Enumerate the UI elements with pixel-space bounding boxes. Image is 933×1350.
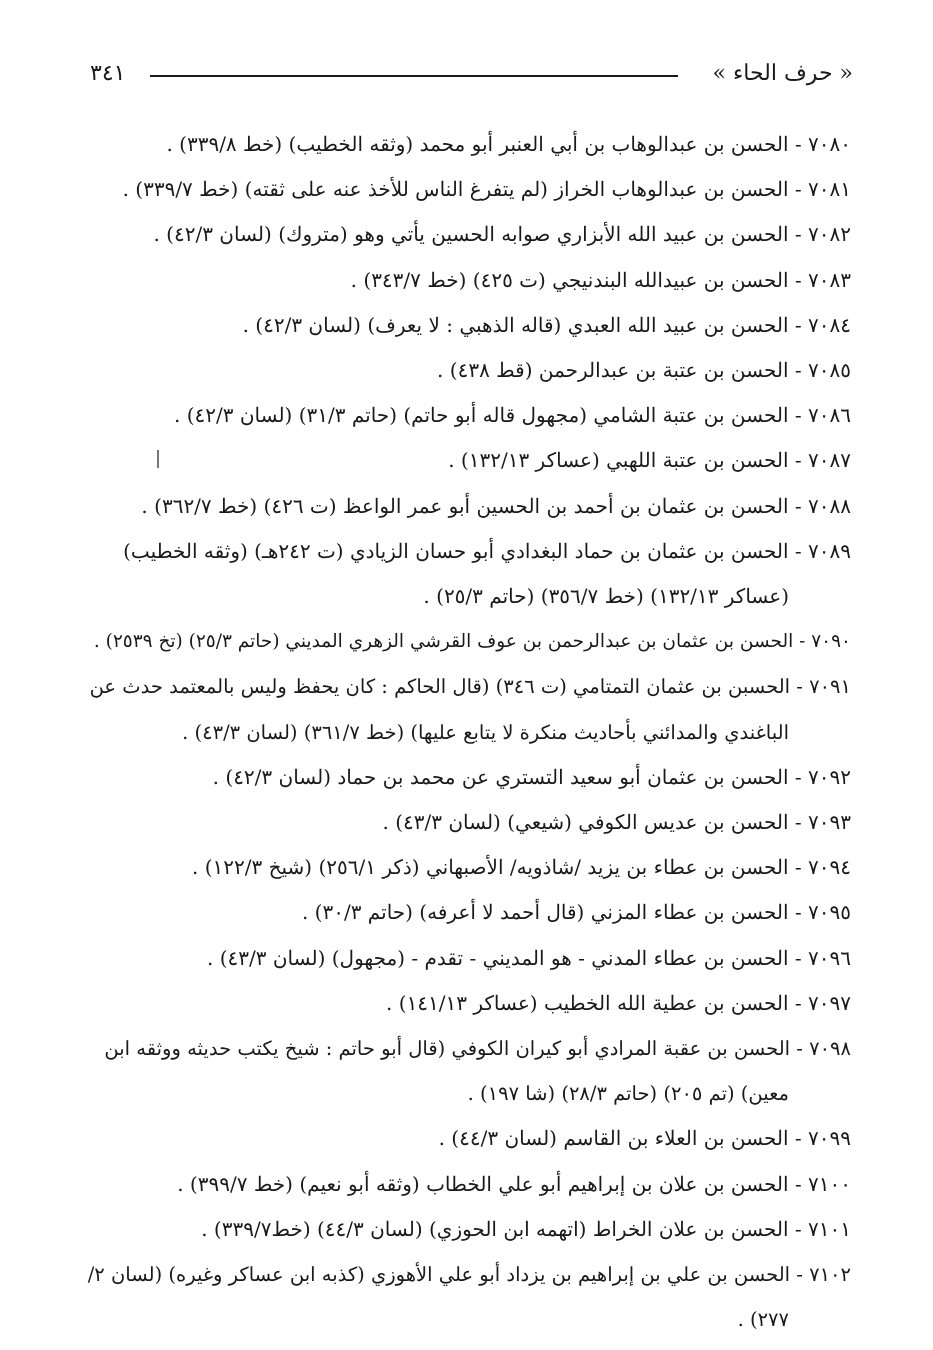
entry-number: ٧٠٨٧: [808, 448, 851, 473]
entry-number: ٧٠٨٢: [808, 222, 851, 247]
entry-number: ٧٠٩٤: [808, 855, 851, 880]
entry: ٧١٠٢ - الحسن بن علي بن إبراهيم بن يزداد أبو علي الأهوزي (كذبه ابن عساكر وغيره) (لسان ٢/ ٢٧٧) .: [88, 1252, 851, 1342]
entry: ٧٠٩٢ - الحسن بن عثمان أبو سعيد التستري عن محمد بن حماد (لسان ٤٢/٣) .: [88, 755, 851, 800]
entry-text: الحسن بن عبيد الله الأبزاري صوابه الحسين يأتي وهو (متروك) (لسان ٤٢/٣) .: [153, 222, 789, 247]
entry: ٧٠٨٧ - الحسن بن عتبة اللهبي (عساكر ١٣٢/١٣) .: [88, 438, 851, 483]
entry-text: الحسن بن عتبة اللهبي (عساكر ١٣٢/١٣) .: [448, 448, 789, 473]
entry-text: الحسن بن عبيد الله العبدي (قاله الذهبي : لا يعرف) (لسان ٤٢/٣) .: [242, 312, 789, 337]
entry: ٧٠٨٤ - الحسن بن عبيد الله العبدي (قاله الذهبي : لا يعرف) (لسان ٤٢/٣) .: [88, 303, 851, 348]
entry-number: ٧٠٨٠: [808, 132, 851, 156]
entry: ٧٠٨٢ - الحسن بن عبيد الله الأبزاري صوابه الحسين يأتي وهو (متروك) (لسان ٤٢/٣) .: [88, 212, 851, 257]
entry-number: ٧٠٨٨: [808, 493, 851, 518]
entry-number: ٧٠٩٨: [809, 1037, 851, 1061]
entry: ٧٠٩٩ - الحسن بن العلاء بن القاسم (لسان ٤٤/٣) .: [88, 1116, 851, 1161]
entry-number: ٧١٠٠: [808, 1171, 851, 1196]
page-number: ٣٤١: [90, 61, 126, 86]
entry-text: الحسن بن عثمان أبو سعيد التستري عن محمد بن حماد (لسان ٤٢/٣) .: [212, 764, 789, 789]
entry-number: ٧٠٩٣: [808, 810, 851, 835]
entry: ٧٠٨٣ - الحسن بن عبيدالله البندنيجي (ت ٤٢٥) (خط ٣٤٣/٧) .: [88, 258, 851, 303]
entry-number: ٧١٠١: [808, 1216, 851, 1241]
entry-text: الحسن بن عتبة الشامي (مجهول قاله أبو حاتم) (حاتم ٣١/٣) (لسان ٤٢/٣) .: [173, 403, 789, 428]
entry: ٧١٠١ - الحسن بن علان الخراط (اتهمه ابن الحوزي) (لسان ٤٤/٣) (خط٣٣٩/٧) .: [88, 1207, 851, 1252]
entry-number: ٧٠٩٥: [808, 900, 851, 925]
entry-text: الحسن بن عثمان بن أحمد بن الحسين أبو عمر الواعظ (ت ٤٢٦) (خط ٣٦٢/٧) .: [141, 493, 789, 518]
entry: ٧٠٨٨ - الحسن بن عثمان بن أحمد بن الحسين أبو عمر الواعظ (ت ٤٢٦) (خط ٣٦٢/٧) .: [88, 484, 851, 529]
entry: ٧١٠٠ - الحسن بن علان بن إبراهيم أبو علي الخطاب (وثقه أبو نعيم) (خط ٣٩٩/٧) .: [88, 1162, 851, 1207]
entry-number: ٧٠٩٠: [811, 631, 851, 653]
entry: ٧٠٨٠ - الحسن بن عبدالوهاب بن أبي العنبر أبو محمد (وثقه الخطيب) (خط ٣٣٩/٨) .: [88, 122, 851, 167]
entry: ٧٠٨٩ - الحسن بن عثمان بن حماد البغدادي أبو حسان الزيادي (ت ٢٤٢هـ) (وثقه الخطيب) (عساكر ١٣٢/١٣) (خط ٣٥٦/٧) (حاتم ٢٥/٣) .: [88, 529, 851, 619]
entry-number: ٧٠٩٩: [808, 1126, 851, 1151]
entry: ٧٠٩٠ - الحسن بن عثمان بن عبدالرحمن بن عوف القرشي الزهري المديني (حاتم ٢٥/٣) (تخ ٢٥٣٩) .: [88, 619, 851, 664]
entry-list: [88, 122, 851, 1342]
entry-text: الحسن بن عثمان بن حماد البغدادي أبو حسان الزيادي (ت ٢٤٢هـ) (وثقه الخطيب): [123, 538, 789, 563]
entry: ٧٠٩٧ - الحسن بن عطية الله الخطيب (عساكر ١٤١/١٣) .: [88, 981, 851, 1026]
entry-text: الحسن بن علي بن إبراهيم بن يزداد أبو علي الأهوزي (كذبه ابن عساكر وغيره) (لسان ٢/: [87, 1263, 791, 1287]
entry: ٧٠٩٦ - الحسن بن عطاء المدني - هو المديني - تقدم - (مجهول) (لسان ٤٣/٣) .: [88, 936, 851, 981]
entry-continuation: معين) (تم ٢٠٥) (حاتم ٢٨/٣) (شا ١٩٧) .: [467, 1082, 789, 1106]
entry-text: الحسن بن عبيدالله البندنيجي (ت ٤٢٥) (خط ٣٤٣/٧) .: [350, 267, 789, 292]
entry-text: الحسبن بن عثمان التمتامي (ت ٣٤٦) (قال الحاكم : كان يحفظ وليس بالمعتمد حدث عن: [89, 675, 791, 699]
entry-number: ٧١٠٢: [809, 1263, 851, 1287]
entry-text: الحسن بن عقبة المرادي أبو كيران الكوفي (قال أبو حاتم : شيخ يكتب حديثه ووثقه ابن: [104, 1037, 791, 1061]
entry-text: الحسن بن علان بن إبراهيم أبو علي الخطاب (وثقه أبو نعيم) (خط ٣٩٩/٧) .: [177, 1171, 789, 1196]
entry-text: الحسن بن عطاء المدني - هو المديني - تقدم - (مجهول) (لسان ٤٣/٣) .: [207, 945, 789, 970]
entry-number: ٧٠٨٣: [808, 267, 851, 292]
entry-text: الحسن بن عتبة بن عبدالرحمن (قط ٤٣٨) .: [437, 358, 789, 383]
entry-continuation: (عساكر ١٣٢/١٣) (خط ٣٥٦/٧) (حاتم ٢٥/٣) .: [423, 584, 789, 609]
entry-text: الحسن بن عبدالوهاب الخراز (لم يتفرغ الناس للأخذ عنه على ثقته) (خط ٣٣٩/٧) .: [122, 177, 789, 202]
entry: ٧٠٨٥ - الحسن بن عتبة بن عبدالرحمن (قط ٤٣٨) .: [88, 348, 851, 393]
entry-continuation: ٢٧٧) .: [737, 1308, 789, 1332]
entry: ٧٠٩١ - الحسبن بن عثمان التمتامي (ت ٣٤٦) (قال الحاكم : كان يحفظ وليس بالمعتمد حدث عن الباغندي والمدائني بأحاديث منكرة لا يتابع عليها) (خط ٣٦١/٧) (لسان ٤٣/٣) .: [88, 664, 851, 754]
entry-number: ٧٠٨٤: [808, 312, 851, 337]
entry-number: ٧٠٨١: [808, 177, 851, 202]
entry-number: ٧٠٩٢: [808, 764, 851, 789]
entry-number: ٧٠٩٧: [808, 990, 851, 1015]
running-header: [90, 56, 853, 92]
entry-continuation: الباغندي والمدائني بأحاديث منكرة لا يتابع عليها) (خط ٣٦١/٧) (لسان ٤٣/٣) .: [182, 720, 789, 744]
entry: ٧٠٩٣ - الحسن بن عديس الكوفي (شيعي) (لسان ٤٣/٣) .: [88, 800, 851, 845]
scan-artifact: [157, 450, 159, 468]
entry-text: الحسن بن عطاء المزني (قال أحمد لا أعرفه) (حاتم ٣٠/٣) .: [301, 900, 789, 925]
entry: ٧٠٨١ - الحسن بن عبدالوهاب الخراز (لم يتفرغ الناس للأخذ عنه على ثقته) (خط ٣٣٩/٧) .: [88, 167, 851, 212]
header-rule: [150, 75, 678, 77]
entry-text: الحسن بن عديس الكوفي (شيعي) (لسان ٤٣/٣) .: [382, 810, 789, 835]
entry-text: الحسن بن علان الخراط (اتهمه ابن الحوزي) (لسان ٤٤/٣) (خط٣٣٩/٧) .: [201, 1216, 789, 1241]
entry-text: الحسن بن عثمان بن عبدالرحمن بن عوف القرشي الزهري المديني (حاتم ٢٥/٣) (تخ ٢٥٣٩) .: [93, 631, 794, 653]
entry-text: الحسن بن عبدالوهاب بن أبي العنبر أبو محمد (وثقه الخطيب) (خط ٣٣٩/٨) .: [166, 132, 789, 156]
entry: ٧٠٩٥ - الحسن بن عطاء المزني (قال أحمد لا أعرفه) (حاتم ٣٠/٣) .: [88, 890, 851, 935]
entry-text: الحسن بن العلاء بن القاسم (لسان ٤٤/٣) .: [438, 1126, 789, 1151]
entry-text: الحسن بن عطاء بن يزيد /شاذويه/ الأصبهاني (ذكر ٢٥٦/١) (شيخ ١٢٢/٣) .: [191, 855, 789, 880]
entry-number: ٧٠٨٩: [808, 538, 851, 563]
entry: ٧٠٩٤ - الحسن بن عطاء بن يزيد /شاذويه/ الأصبهاني (ذكر ٢٥٦/١) (شيخ ١٢٢/٣) .: [88, 845, 851, 890]
entry: ٧٠٨٦ - الحسن بن عتبة الشامي (مجهول قاله أبو حاتم) (حاتم ٣١/٣) (لسان ٤٢/٣) .: [88, 393, 851, 438]
entry: ٧٠٩٨ - الحسن بن عقبة المرادي أبو كيران الكوفي (قال أبو حاتم : شيخ يكتب حديثه ووثقه ابن معين) (تم ٢٠٥) (حاتم ٢٨/٣) (شا ١٩٧) .: [88, 1026, 851, 1116]
entry-number: ٧٠٩١: [809, 675, 851, 699]
entry-number: ٧٠٨٥: [808, 358, 851, 383]
chapter-title: « حرف الحاء »: [712, 61, 853, 86]
entry-number: ٧٠٨٦: [808, 403, 851, 428]
entry-number: ٧٠٩٦: [808, 945, 851, 970]
entry-text: الحسن بن عطية الله الخطيب (عساكر ١٤١/١٣) .: [386, 990, 789, 1015]
